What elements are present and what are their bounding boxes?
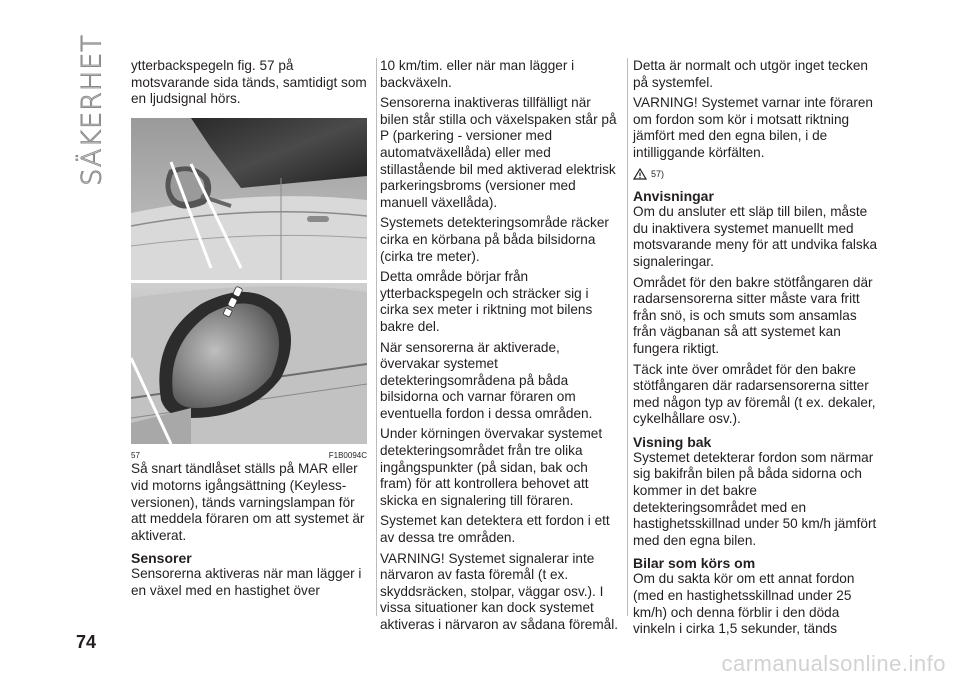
col2-paragraph-1: 10 km/tim. eller när man lägger i backväxeln. (380, 58, 575, 90)
warning-reference (633, 166, 878, 183)
warning-triangle-icon (633, 168, 647, 180)
col2-paragraph-2: Sensorerna inaktiveras tillfälligt när bilen står stilla och växelspaken står på P (parkering - versioner med automatväxellåda) eller med stillastående bil med aktiverad elektrisk parkeringsbroms (versioner med manuell växellåda). (380, 95, 617, 210)
col2-warning: VARNING! Systemet signalerar inte närvaron av fasta föremål (t ex. skyddsräcken, stolpar, väggar osv.). I vissa situationer kan dock systemet aktiveras i närvaron av sådana föremål. (380, 550, 619, 632)
col2-paragraph-7: Systemet kan detektera ett fordon i ett av dessa tre områden. (380, 513, 610, 546)
page-number: 74 (76, 632, 97, 652)
col3-paragraph-3: Om du ansluter ett släp till bilen, måste du inaktivera systemet manuellt med motsvarande meny för att undvika falska signaleringar. (633, 204, 878, 269)
watermark: carmanualsonline.info (721, 651, 946, 676)
column-divider-2 (627, 58, 628, 616)
heading-sensorer: Sensorer (131, 550, 192, 567)
section-tab-label: SÄKERHET (76, 34, 108, 186)
section-tab (66, 34, 118, 186)
column-1 (131, 58, 371, 604)
col3-paragraph-4: Området för den bakre stötfångaren där radarsensorerna sitter måste vara fritt från snö, is och smuts som ansamlas från vägbanan så att systemet kan fungera riktigt. (633, 274, 873, 356)
heading-visning-bak: Visning bak (633, 433, 712, 450)
warning-reference-number: 57) (651, 168, 665, 179)
column-2 (380, 58, 620, 638)
col3-paragraph-1: Detta är normalt och utgör inget tecken på systemfel. (633, 58, 868, 90)
col1-paragraph-2: Sensorerna aktiveras när man lägger i en växel med en hastighet över (131, 566, 362, 598)
heading-anvisningar: Anvisningar (633, 188, 714, 205)
col2-paragraph-4: Detta område börjar från ytterbackspegeln och sträcker sig i cirka sex meter i riktning mot bilens bakre del. (380, 269, 593, 334)
figure-number: 57 (131, 451, 140, 461)
col3-paragraph-7: Om du sakta kör om ett annat fordon (med en hastighetsskillnad under 25 km/h) och denna förblir i den döda vinkeln i cirka 1,5 sekunder, tänds (633, 571, 855, 637)
col3-paragraph-5: Täck inte över området för den bakre stötfångaren där radarsensorerna sitter med någon typ av föremål (t ex. dekaler, cykelhållare osv.). (633, 361, 876, 427)
col2-paragraph-5: När sensorerna är aktiverade, övervakar systemet detekteringsområdena på båda bilsidorna och varnar föraren om eventuella fordon i dessa områden. (380, 339, 593, 421)
figure-caption (131, 451, 367, 461)
figure-code: F1B0094C (328, 451, 367, 461)
col1-paragraph-1: Så snart tändlåset ställs på MAR eller vid motorns igångsättning (Keyless-versionen), tänds varningslampan för att meddela föraren om att systemet är aktiverat. (131, 461, 365, 543)
heading-bilar-som-kors-om: Bilar som körs om (633, 555, 756, 572)
figure-57 (131, 118, 367, 462)
col2-paragraph-3: Systemets detekteringsområde räcker cirka en körbana på båda bilsidorna (cirka tre meter). (380, 215, 609, 264)
col3-warning: VARNING! Systemet varnar inte föraren om fordon som kör i motsatt riktning jämfört med den egna bilen, i de intilliggande körfälten. (633, 95, 873, 160)
column-divider-1 (376, 58, 377, 616)
col2-paragraph-6: Under körningen övervakar systemet detekteringsområdet från tre olika ingångspunkter (på sidan, bak och fram) för att kontrollera behovet att skicka en signalering till föraren. (380, 426, 603, 508)
col1-intro: ytterbackspegeln fig. 57 på motsvarande sida tänds, samtidigt som en ljudsignal hörs. (131, 58, 367, 107)
col3-paragraph-6: Systemet detekterar fordon som närmar sig bakifrån bilen på båda sidorna och kommer in det bakre detekteringsområdet med en hastighetsskillnad under 50 km/h jämfört med den egna bilen. (633, 449, 877, 548)
side-mirror-illustration (131, 118, 367, 444)
column-3 (633, 58, 878, 642)
